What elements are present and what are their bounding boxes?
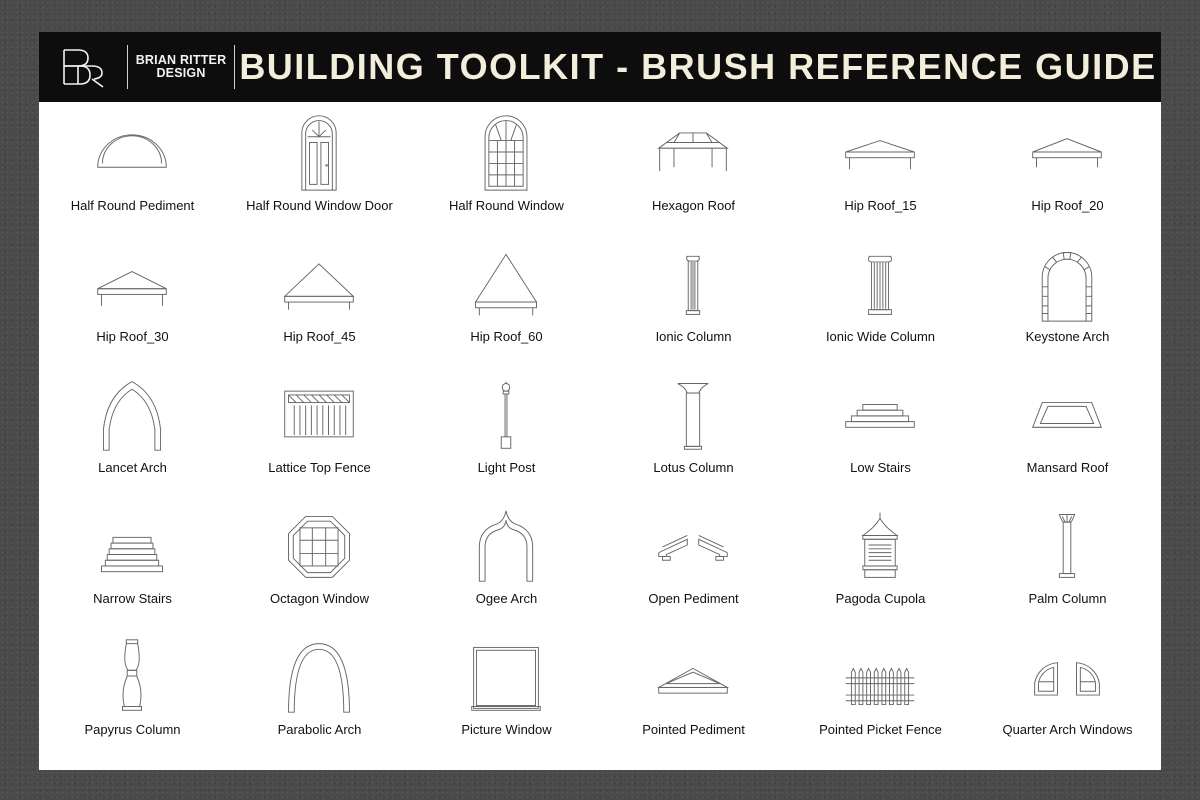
brush-label: Half Round Window Door xyxy=(246,198,393,213)
brush-item xyxy=(974,233,1161,364)
brush-label: Octagon Window xyxy=(270,591,369,606)
half-round-window-door-icon xyxy=(269,112,369,192)
brush-item xyxy=(787,495,974,626)
brush-item xyxy=(974,102,1161,233)
lotus-column-icon xyxy=(643,374,743,454)
ogee-arch-icon xyxy=(456,505,556,585)
quarter-arch-windows-icon xyxy=(1017,636,1117,716)
brush-label: Quarter Arch Windows xyxy=(1002,722,1133,737)
narrow-stairs-icon xyxy=(82,505,182,585)
brush-item xyxy=(39,364,226,495)
brush-item xyxy=(226,495,413,626)
brush-label: Picture Window xyxy=(461,722,552,737)
low-stairs-icon xyxy=(830,374,930,454)
brush-item xyxy=(413,495,600,626)
brush-label: Half Round Window xyxy=(449,198,564,213)
brush-label: Open Pediment xyxy=(648,591,739,606)
brush-label: Hip Roof_20 xyxy=(1031,198,1104,213)
hip-roof-60-icon xyxy=(456,243,556,323)
brush-item xyxy=(974,626,1161,757)
hip-roof-20-icon xyxy=(1017,112,1117,192)
brush-item xyxy=(787,364,974,495)
brush-item xyxy=(39,495,226,626)
brand-name xyxy=(128,54,234,80)
brush-label: Pagoda Cupola xyxy=(835,591,926,606)
brush-label: Low Stairs xyxy=(850,460,911,475)
header-bar xyxy=(39,32,1161,102)
ionic-wide-column-icon xyxy=(830,243,930,323)
brush-item xyxy=(787,626,974,757)
brush-label: Pointed Pediment xyxy=(642,722,745,737)
brush-item xyxy=(413,364,600,495)
brush-label: Lotus Column xyxy=(653,460,734,475)
pointed-picket-fence-icon xyxy=(830,636,930,716)
light-post-icon xyxy=(456,374,556,454)
brush-label: Hexagon Roof xyxy=(651,198,736,213)
lancet-arch-icon xyxy=(82,374,182,454)
hip-roof-45-icon xyxy=(269,243,369,323)
brush-label: Mansard Roof xyxy=(1026,460,1109,475)
brush-label: Palm Column xyxy=(1028,591,1107,606)
br-monogram-icon xyxy=(39,32,127,102)
brush-item xyxy=(787,102,974,233)
brush-item xyxy=(600,102,787,233)
ionic-column-icon xyxy=(643,243,743,323)
brush-label: Ionic Column xyxy=(655,329,732,344)
papyrus-column-icon xyxy=(82,636,182,716)
parabolic-arch-icon xyxy=(269,636,369,716)
hip-roof-15-icon xyxy=(830,112,930,192)
picture-window-icon xyxy=(456,636,556,716)
keystone-arch-icon xyxy=(1017,243,1117,323)
brush-item xyxy=(226,233,413,364)
brush-item xyxy=(226,626,413,757)
brush-item xyxy=(413,102,600,233)
brush-item xyxy=(39,626,226,757)
brush-item xyxy=(974,495,1161,626)
brush-item xyxy=(413,233,600,364)
reference-sheet xyxy=(39,32,1161,770)
brush-item xyxy=(974,364,1161,495)
brush-item xyxy=(39,233,226,364)
brush-item xyxy=(600,495,787,626)
brush-label: Half Round Pediment xyxy=(70,198,195,213)
brush-label: Light Post xyxy=(477,460,536,475)
hexagon-roof-icon xyxy=(643,112,743,192)
half-round-pediment-icon xyxy=(82,112,182,192)
brush-grid xyxy=(39,102,1161,770)
brush-label: Lattice Top Fence xyxy=(268,460,371,475)
brush-label: Narrow Stairs xyxy=(93,591,172,606)
half-round-window-icon xyxy=(456,112,556,192)
brush-item xyxy=(600,364,787,495)
brush-label: Pointed Picket Fence xyxy=(819,722,942,737)
brush-label: Keystone Arch xyxy=(1025,329,1110,344)
brand-line-2: DESIGN xyxy=(156,66,206,80)
hip-roof-30-icon xyxy=(82,243,182,323)
brush-label: Papyrus Column xyxy=(84,722,181,737)
brush-item xyxy=(226,364,413,495)
page-title: BUILDING TOOLKIT - BRUSH REFERENCE GUIDE xyxy=(239,46,1157,87)
brush-label: Ionic Wide Column xyxy=(825,329,936,344)
brush-label: Parabolic Arch xyxy=(277,722,362,737)
brush-item xyxy=(600,233,787,364)
palm-column-icon xyxy=(1017,505,1117,585)
brush-label: Lancet Arch xyxy=(98,460,167,475)
open-pediment-icon xyxy=(643,505,743,585)
pagoda-cupola-icon xyxy=(830,505,930,585)
brush-item xyxy=(39,102,226,233)
brush-item xyxy=(787,233,974,364)
brush-item xyxy=(226,102,413,233)
brush-label: Hip Roof_15 xyxy=(844,198,917,213)
brush-item xyxy=(600,626,787,757)
brush-label: Hip Roof_45 xyxy=(283,329,356,344)
lattice-top-fence-icon xyxy=(269,374,369,454)
octagon-window-icon xyxy=(269,505,369,585)
brush-label: Ogee Arch xyxy=(475,591,538,606)
brush-label: Hip Roof_60 xyxy=(470,329,543,344)
pointed-pediment-icon xyxy=(643,636,743,716)
brush-item xyxy=(413,626,600,757)
brush-label: Hip Roof_30 xyxy=(96,329,169,344)
mansard-roof-icon xyxy=(1017,374,1117,454)
brand-line-1: BRIAN RITTER xyxy=(135,53,227,67)
